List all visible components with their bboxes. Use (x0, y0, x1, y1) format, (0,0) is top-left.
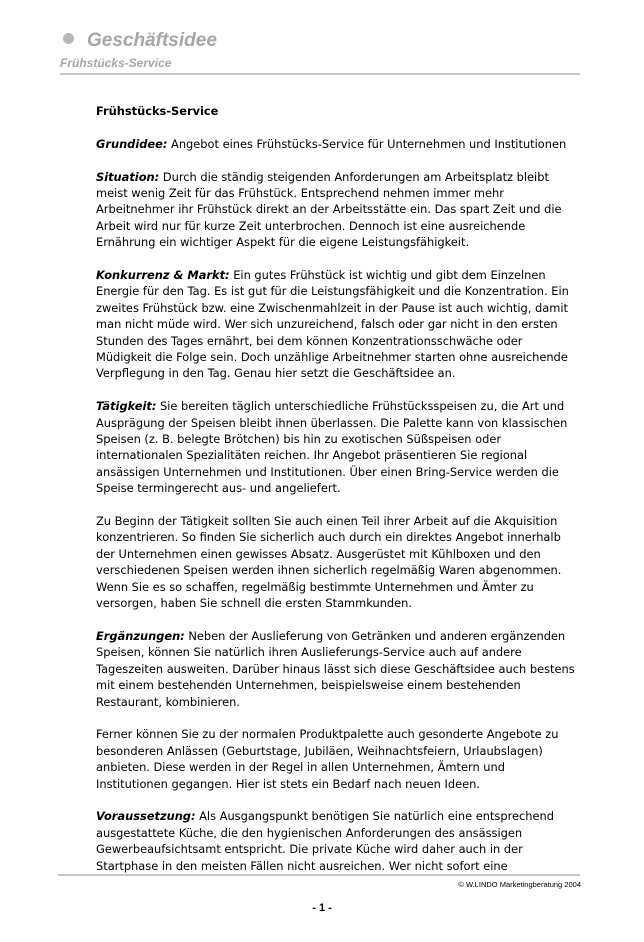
paragraph-text: Ein gutes Frühstück ist wichtig und gibt dem Einzelnen Energie für den Tag. Es ist gut für die Leistungsfähigkeit und die Konzentration. Ein zweites Frühstück bzw. eine Zwischenmahlzeit in der Pause ist auch wichtig, damit man nicht müde wird. Wer sich unzureichend, falsch oder gar nicht in den ersten Stunden des Tages ernährt, bei dem können Konzentrationsschwäche oder Müdigkeit die Folge sein. Doch unzählige Arbeitnehmer starten ohne ausreichende Verpflegung in den Tag. Genau hier setzt die Geschäftsidee an. (96, 268, 569, 381)
paragraph-grundidee (96, 136, 578, 152)
header-title: Geschäftsidee (87, 30, 217, 51)
paragraph-lead: Voraussetzung: (96, 809, 196, 824)
paragraph-lead: Situation: (96, 169, 160, 184)
paragraph-konkurrenz (96, 267, 578, 382)
footer-copyright: © W.LINDO Marketingberatung 2004 (458, 880, 581, 889)
paragraph-lead: Tätigkeit: (96, 399, 157, 414)
paragraph-lead: Konkurrenz & Markt: (96, 268, 230, 283)
header-subtitle: Frühstücks-Service (60, 56, 172, 70)
paragraph-text: Durch die ständig steigenden Anforderungen am Arbeitsplatz bleibt meist wenig Zeit für das Frühstück. Entsprechend nehmen immer mehr Arbeitnehmer ihr Frühstück direkt an der Arbeitsstätte ein. Das spart Zeit und die Arbeit wird nur für kurze Zeit unterbrochen. Dennoch ist eine ausreichende Ernährung ein wichtiger Aspekt für die eigene Leistungsfähigkeit. (96, 169, 562, 250)
paragraph-text: Sie bereiten täglich unterschiedliche Frühstücksspeisen zu, die Art und Ausprägung der Speisen bleibt ihnen überlassen. Die Palette kann von klassischen Speisen (z. B. belegte Brötchen) bis hin zu exotischen Süßspeisen oder internationalen Spezialitäten reichen. Ihr Angebot präsentieren Sie regional ansässigen Unternehmen und Institutionen. Über einen Bring-Service werden die Speise termingerecht aus- und angeliefert. (96, 399, 568, 496)
paragraph-text: Angebot eines Frühstücks-Service für Unternehmen und Institutionen (167, 136, 567, 151)
footer-rule (58, 874, 580, 876)
header-rule (60, 73, 580, 75)
paragraph-akquisition (96, 513, 578, 611)
paragraph-lead: Ergänzungen: (96, 628, 185, 643)
paragraph-situation (96, 169, 578, 251)
paragraph-text: Zu Beginn der Tätigkeit sollten Sie auch einen Teil ihrer Arbeit auf die Akquisition konzentrieren. So finden Sie sicherlich auch durch ein direktes Angebot innerhalb der Unternehmen einen gewisses Absatz. Ausgerüstet mit Kühlboxen und den verschiedenen Speisen werden ihnen sicherlich regelmäßig Waren abgenommen. Wenn Sie es so schaffen, regelmäßig bestimmte Unternehmen und Ämter zu versorgen, haben Sie schnell die ersten Stammkunden. (96, 514, 562, 611)
paragraph-text: Als Ausgangspunkt benötigen Sie natürlich eine entsprechend ausgestattete Küche, die den hygienischen Anforderungen des ansässigen Gewerbeaufsichtsamt entspricht. Die private Küche wird daher auch in der Startphase in den meisten Fällen nicht ausreichen. Wer nicht sofort eine (96, 809, 554, 873)
paragraph-text: Ferner können Sie zu der normalen Produktpalette auch gesonderte Angebote zu besonderen Anlässen (Geburtstage, Jubiläen, Weihnachtsfeiern, Urlaubslagen) anbieten. Diese werden in der Regel in allen Unternehmen, Ämtern und Institutionen gegangen. Hier ist stets ein Bedarf nach neuen Ideen. (96, 727, 559, 791)
paragraph-anlaesse (96, 726, 578, 792)
document-title: Frühstücks-Service (96, 104, 219, 118)
paragraph-lead: Grundidee: (96, 136, 168, 151)
paragraph-taetigkeit (96, 398, 578, 496)
bullet-icon (63, 33, 74, 44)
paragraph-voraussetzung (96, 808, 578, 874)
document-body (96, 103, 578, 890)
paragraph-text: Neben der Auslieferung von Getränken und anderen ergänzenden Speisen, können Sie natürlich ihren Auslieferungs-Service auch auf andere Tageszeiten ausweiten. Darüber hinaus lässt sich diese Geschäftsidee auch bestens mit einem bestehenden Unternehmen, beispielsweise einem bestehenden Restaurant, kombinieren. (96, 628, 575, 709)
page-number: - 1 - (312, 902, 332, 914)
paragraph-ergaenzungen (96, 628, 578, 710)
